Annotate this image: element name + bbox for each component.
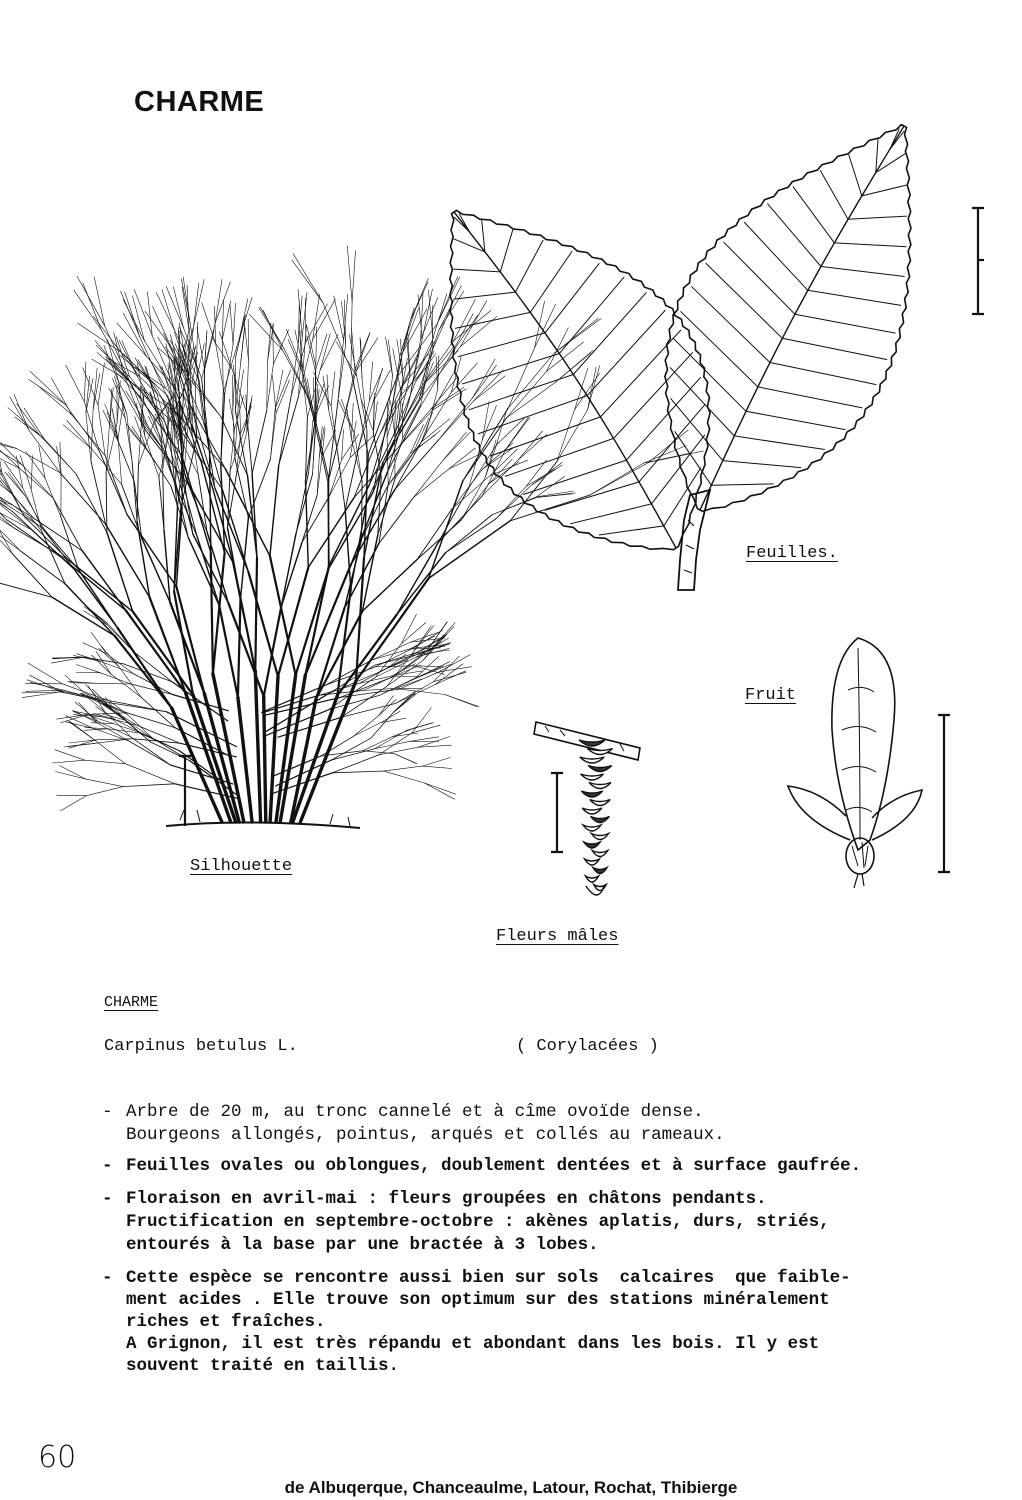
male-flowers-caption: Fleurs mâles xyxy=(496,927,619,946)
bullet-line: A Grignon, il est très répandu et abondant dans les bois. Il y est xyxy=(126,1334,820,1354)
bullet-line: Cette espèce se rencontre aussi bien sur sols calcaires que faible- xyxy=(126,1268,851,1288)
bullet-line: riches et fraîches. xyxy=(126,1312,326,1332)
bullet-line: Fructification en septembre-octobre : akènes aplatis, durs, striés, xyxy=(126,1212,830,1232)
silhouette-caption: Silhouette xyxy=(190,857,293,876)
bullet-line: Feuilles ovales ou oblongues, doublement dentées et à surface gaufrée. xyxy=(126,1156,862,1176)
bullet-line: souvent traité en taillis. xyxy=(126,1356,400,1376)
family-name: ( Corylacées ) xyxy=(516,1037,659,1056)
footer-credits: de Albuqerque, Chanceaulme, Latour, Rochat, Thibierge xyxy=(284,1478,738,1497)
bullet-line: Bourgeons allongés, pointus, arqués et collés au rameaux. xyxy=(126,1125,725,1145)
bullet-item: - Feuilles ovales ou oblongues, doublement dentées et à surface gaufrée. xyxy=(102,1155,1002,1178)
bullet-item: - Arbre de 20 m, au tronc cannelé et à cîme ovoïde dense. Bourgeons allongés, pointus, arqués et collés au rameaux. xyxy=(102,1101,1002,1147)
section-heading: CHARME xyxy=(104,994,159,1011)
page-number: 60 xyxy=(38,1440,77,1475)
bullet-line: entourés à la base par une bractée à 3 lobes. xyxy=(126,1235,599,1255)
bullet-item: - Cette espèce se rencontre aussi bien sur sols calcaires que faible- ment acides . Elle trouve son optimum sur des stations minéralement riches et fraîches. A Grignon, il est très répandu et abondant dans les bois. Il y est souvent traité en taillis. xyxy=(102,1267,1002,1377)
page-title: CHARME xyxy=(134,86,265,118)
leaves-caption: Feuilles. xyxy=(746,544,838,563)
bullet-line: Arbre de 20 m, au tronc cannelé et à cîme ovoïde dense. xyxy=(126,1102,704,1122)
bullet-item: - Floraison en avril-mai : fleurs groupées en châtons pendants. Fructification en septembre-octobre : akènes aplatis, durs, striés, entourés à la base par une bractée à 3 lobes. xyxy=(102,1188,1002,1257)
fruit-caption: Fruit xyxy=(745,686,797,705)
bullet-line: Floraison en avril-mai : fleurs groupées en châtons pendants. xyxy=(126,1189,767,1209)
latin-name: Carpinus betulus L. xyxy=(104,1037,298,1056)
bullet-line: ment acides . Elle trouve son optimum sur des stations minéralement xyxy=(126,1290,830,1310)
